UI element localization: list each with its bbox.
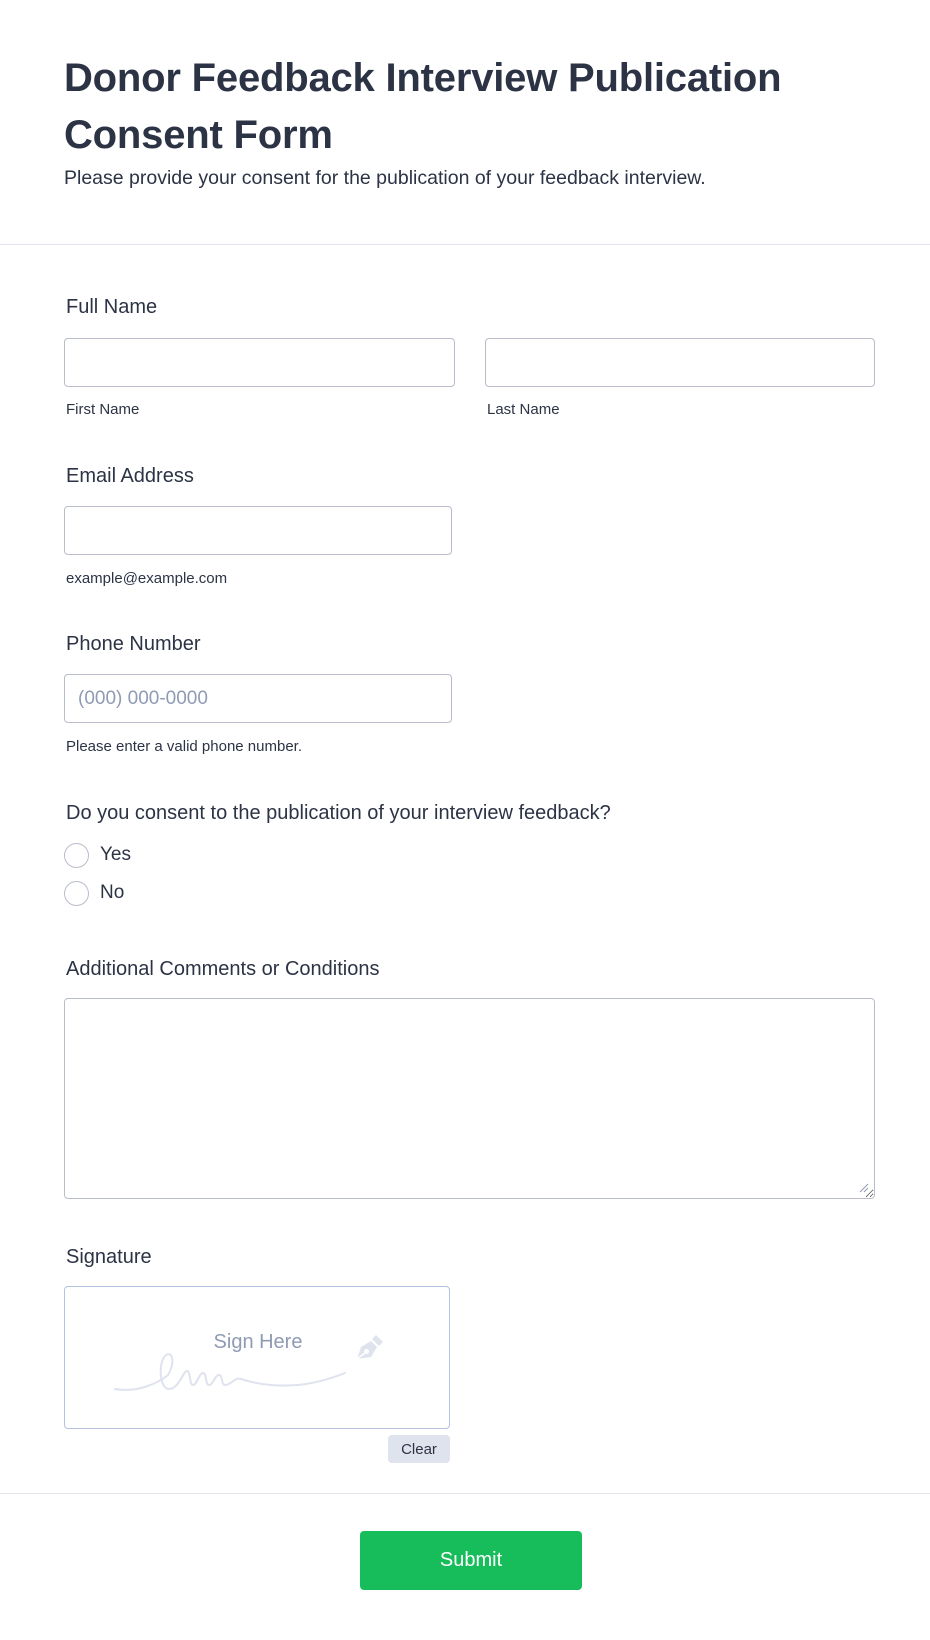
email-label: Email Address <box>66 465 194 487</box>
last-name-input[interactable] <box>485 338 875 387</box>
signature-pad[interactable] <box>64 1286 450 1429</box>
consent-question: Do you consent to the publication of your interview feedback? <box>66 802 611 824</box>
pen-nib-icon <box>351 1329 385 1363</box>
signature-prompt: Sign Here <box>213 1331 303 1353</box>
phone-sublabel: Please enter a valid phone number. <box>66 738 302 755</box>
consent-option-no[interactable] <box>64 880 124 906</box>
email-sublabel: example@example.com <box>66 570 228 587</box>
radio-button-no[interactable] <box>64 881 89 906</box>
comments-label: Additional Comments or Conditions <box>66 958 380 980</box>
signature-clear-button[interactable]: Clear <box>388 1435 450 1463</box>
consent-option-yes[interactable] <box>64 842 131 868</box>
radio-label-no: No <box>100 882 125 903</box>
signature-label: Signature <box>66 1246 152 1268</box>
submit-button[interactable]: Submit <box>360 1531 582 1590</box>
first-name-sublabel: First Name <box>66 401 140 418</box>
footer-divider <box>0 1493 930 1494</box>
form-title: Donor Feedback Interview Publication Consent Form <box>64 56 782 157</box>
full-name-label: Full Name <box>66 296 158 318</box>
phone-input[interactable] <box>64 674 452 723</box>
form-header <box>0 0 930 245</box>
last-name-sublabel: Last Name <box>487 401 560 418</box>
first-name-input[interactable] <box>64 338 455 387</box>
resize-grip-icon[interactable] <box>859 1183 869 1193</box>
form-subtitle: Please provide your consent for the publication of your feedback interview. <box>64 167 706 189</box>
radio-button-yes[interactable] <box>64 843 89 868</box>
radio-label-yes: Yes <box>100 844 131 865</box>
email-input[interactable] <box>64 506 452 555</box>
comments-textarea[interactable] <box>64 998 875 1199</box>
phone-label: Phone Number <box>66 633 201 655</box>
